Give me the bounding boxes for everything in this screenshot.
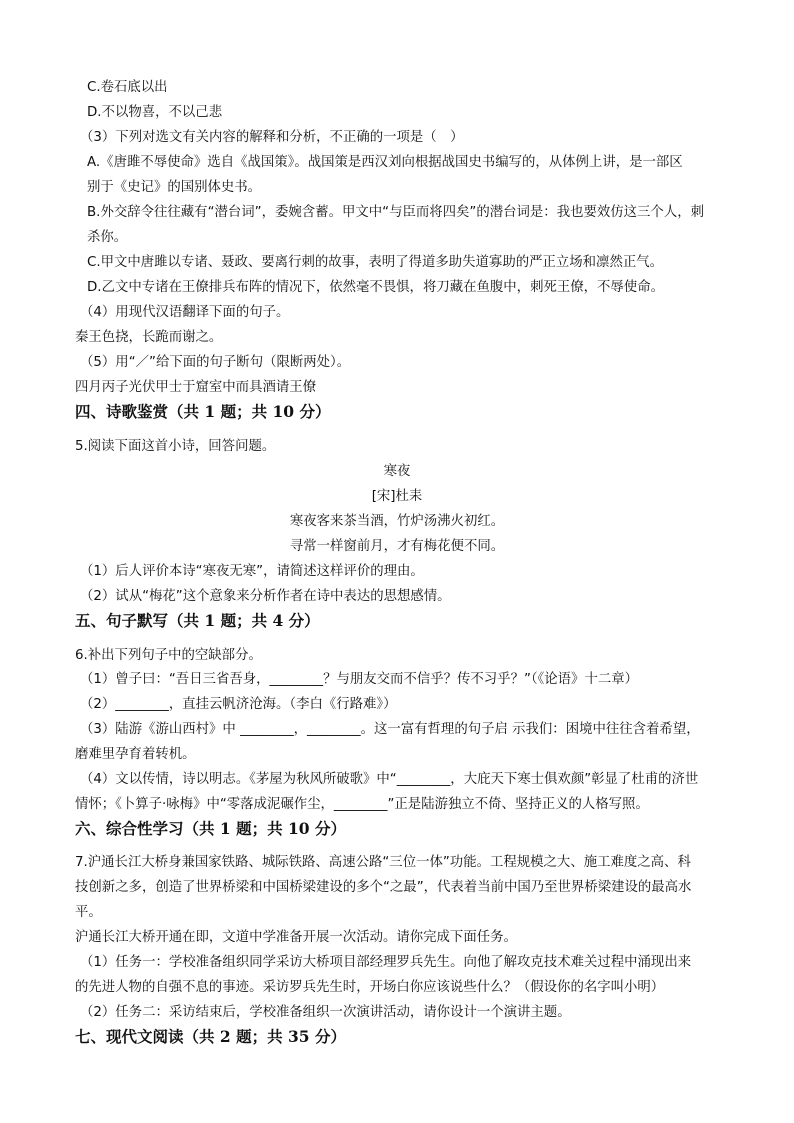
section-heading-6: 六、综合性学习（共 1 题；共 10 分）: [75, 819, 346, 838]
q5-sentence: 四月丙子光伏甲士于窟室中而具酒请王僚: [75, 380, 317, 395]
option-d: D.不以物喜，不以己悲: [87, 105, 223, 120]
q6-item-1: （1）曾子曰：“吾日三省吾身，________？与朋友交而不信乎？传不习乎？”（《论语》十二章）: [80, 672, 639, 687]
q3-option-b-cont: 杀你。: [87, 230, 128, 245]
q3-option-a-cont: 别于《史记》的国别体史书。: [87, 180, 262, 195]
question-7-intro: 沪通长江大桥开通在即，文道中学准备开展一次活动。请你完成下面任务。: [75, 930, 517, 945]
poem-title: 寒夜: [383, 464, 411, 479]
q7-task-1: （1）任务一：学校准备组织同学采访大桥项目部经理罗兵先生。向他了解攻克技术难关过程中涌现出来: [80, 955, 692, 970]
question-7-stem-cont: 技创新之多，创造了世界桥梁和中国桥梁建设的多个“之最”，代表着当前中国乃至世界桥梁建设的最高水: [75, 880, 692, 895]
poem-question-1: （1）后人评价本诗“寒夜无寒”，请简述这样评价的理由。: [80, 564, 424, 579]
q6-item-4-cont: 情怀；《卜算子·咏梅》中“零落成泥碾作尘，________”正是陆游独立不倚、坚持正义的人格写照。: [75, 797, 649, 812]
question-7-stem: 7.沪通长江大桥身兼国家铁路、城际铁路、高速公路“三位一体”功能。工程规模之大、施工难度之高、科: [75, 855, 691, 870]
q3-option-a: A.《唐雎不辱使命》选自《战国策》。战国策是西汉刘向根据战国史书编写的，从体例上讲，是一部区: [87, 155, 683, 170]
question-6-stem: 6.补出下列句子中的空缺部分。: [75, 648, 262, 663]
option-c: C.卷石底以出: [87, 80, 168, 95]
q6-item-3-cont: 磨难里孕育着转机。: [75, 747, 196, 762]
q3-option-c: C.甲文中唐雎以专诸、聂政、要离行刺的故事，表明了得道多助失道寡助的严正立场和凛然正气。: [87, 255, 664, 270]
question-5: （5）用“／”给下面的句子断句（限断两处）。: [80, 355, 351, 370]
section-heading-7: 七、现代文阅读（共 2 题；共 35 分）: [75, 1027, 346, 1046]
q7-task-1-cont: 的先进人物的自强不息的事迹。采访罗兵先生时，开场白你应该说些什么？（假设你的名字叫小明）: [75, 980, 665, 995]
question-4: （4）用现代汉语翻译下面的句子。: [80, 305, 290, 320]
q6-item-4: （4）文以传情，诗以明志。《茅屋为秋风所破歌》中“________，大庇天下寒士俱欢颜”彰显了杜甫的济世: [80, 772, 699, 787]
q7-task-2: （2）任务二：采访结束后，学校准备组织一次演讲活动，请你设计一个演讲主题。: [80, 1005, 571, 1020]
section-heading-5: 五、句子默写（共 1 题；共 4 分）: [75, 611, 320, 630]
poem-line-1: 寒夜客来茶当酒，竹炉汤沸火初红。: [289, 514, 505, 529]
question-7-stem-end: 平。: [75, 905, 102, 920]
section-heading-4: 四、诗歌鉴赏（共 1 题；共 10 分）: [75, 402, 331, 421]
q3-option-b: B.外交辞令往往藏有“潜台词”，委婉含蓄。甲文中“与臣而将四矣”的潜台词是：我也要效仿这三个人，刺: [87, 205, 704, 220]
question-5-stem: 5.阅读下面这首小诗，回答问题。: [75, 439, 276, 454]
q3-option-d: D.乙文中专诸在王僚排兵布阵的情况下，依然毫不畏惧，将刀藏在鱼腹中，刺死王僚，不辱使命。: [87, 280, 664, 295]
poem-question-2: （2）试从“梅花”这个意象来分析作者在诗中表达的思想感情。: [80, 589, 451, 604]
q4-sentence: 秦王色挠，长跪而谢之。: [75, 330, 223, 345]
q6-item-3: （3）陆游《游山西村》中 ________，________。这一富有哲理的句子启 示我们：困境中往往含着希望，: [80, 722, 700, 737]
q6-item-2: （2）________，直挂云帆济沧海。（李白《行路难》）: [80, 697, 397, 712]
question-3: （3）下列对选文有关内容的解释和分析，不正确的一项是（ ）: [80, 130, 464, 145]
poem-line-2: 寻常一样窗前月，才有梅花便不同。: [289, 539, 505, 554]
poem-author: [宋]杜耒: [371, 489, 423, 504]
